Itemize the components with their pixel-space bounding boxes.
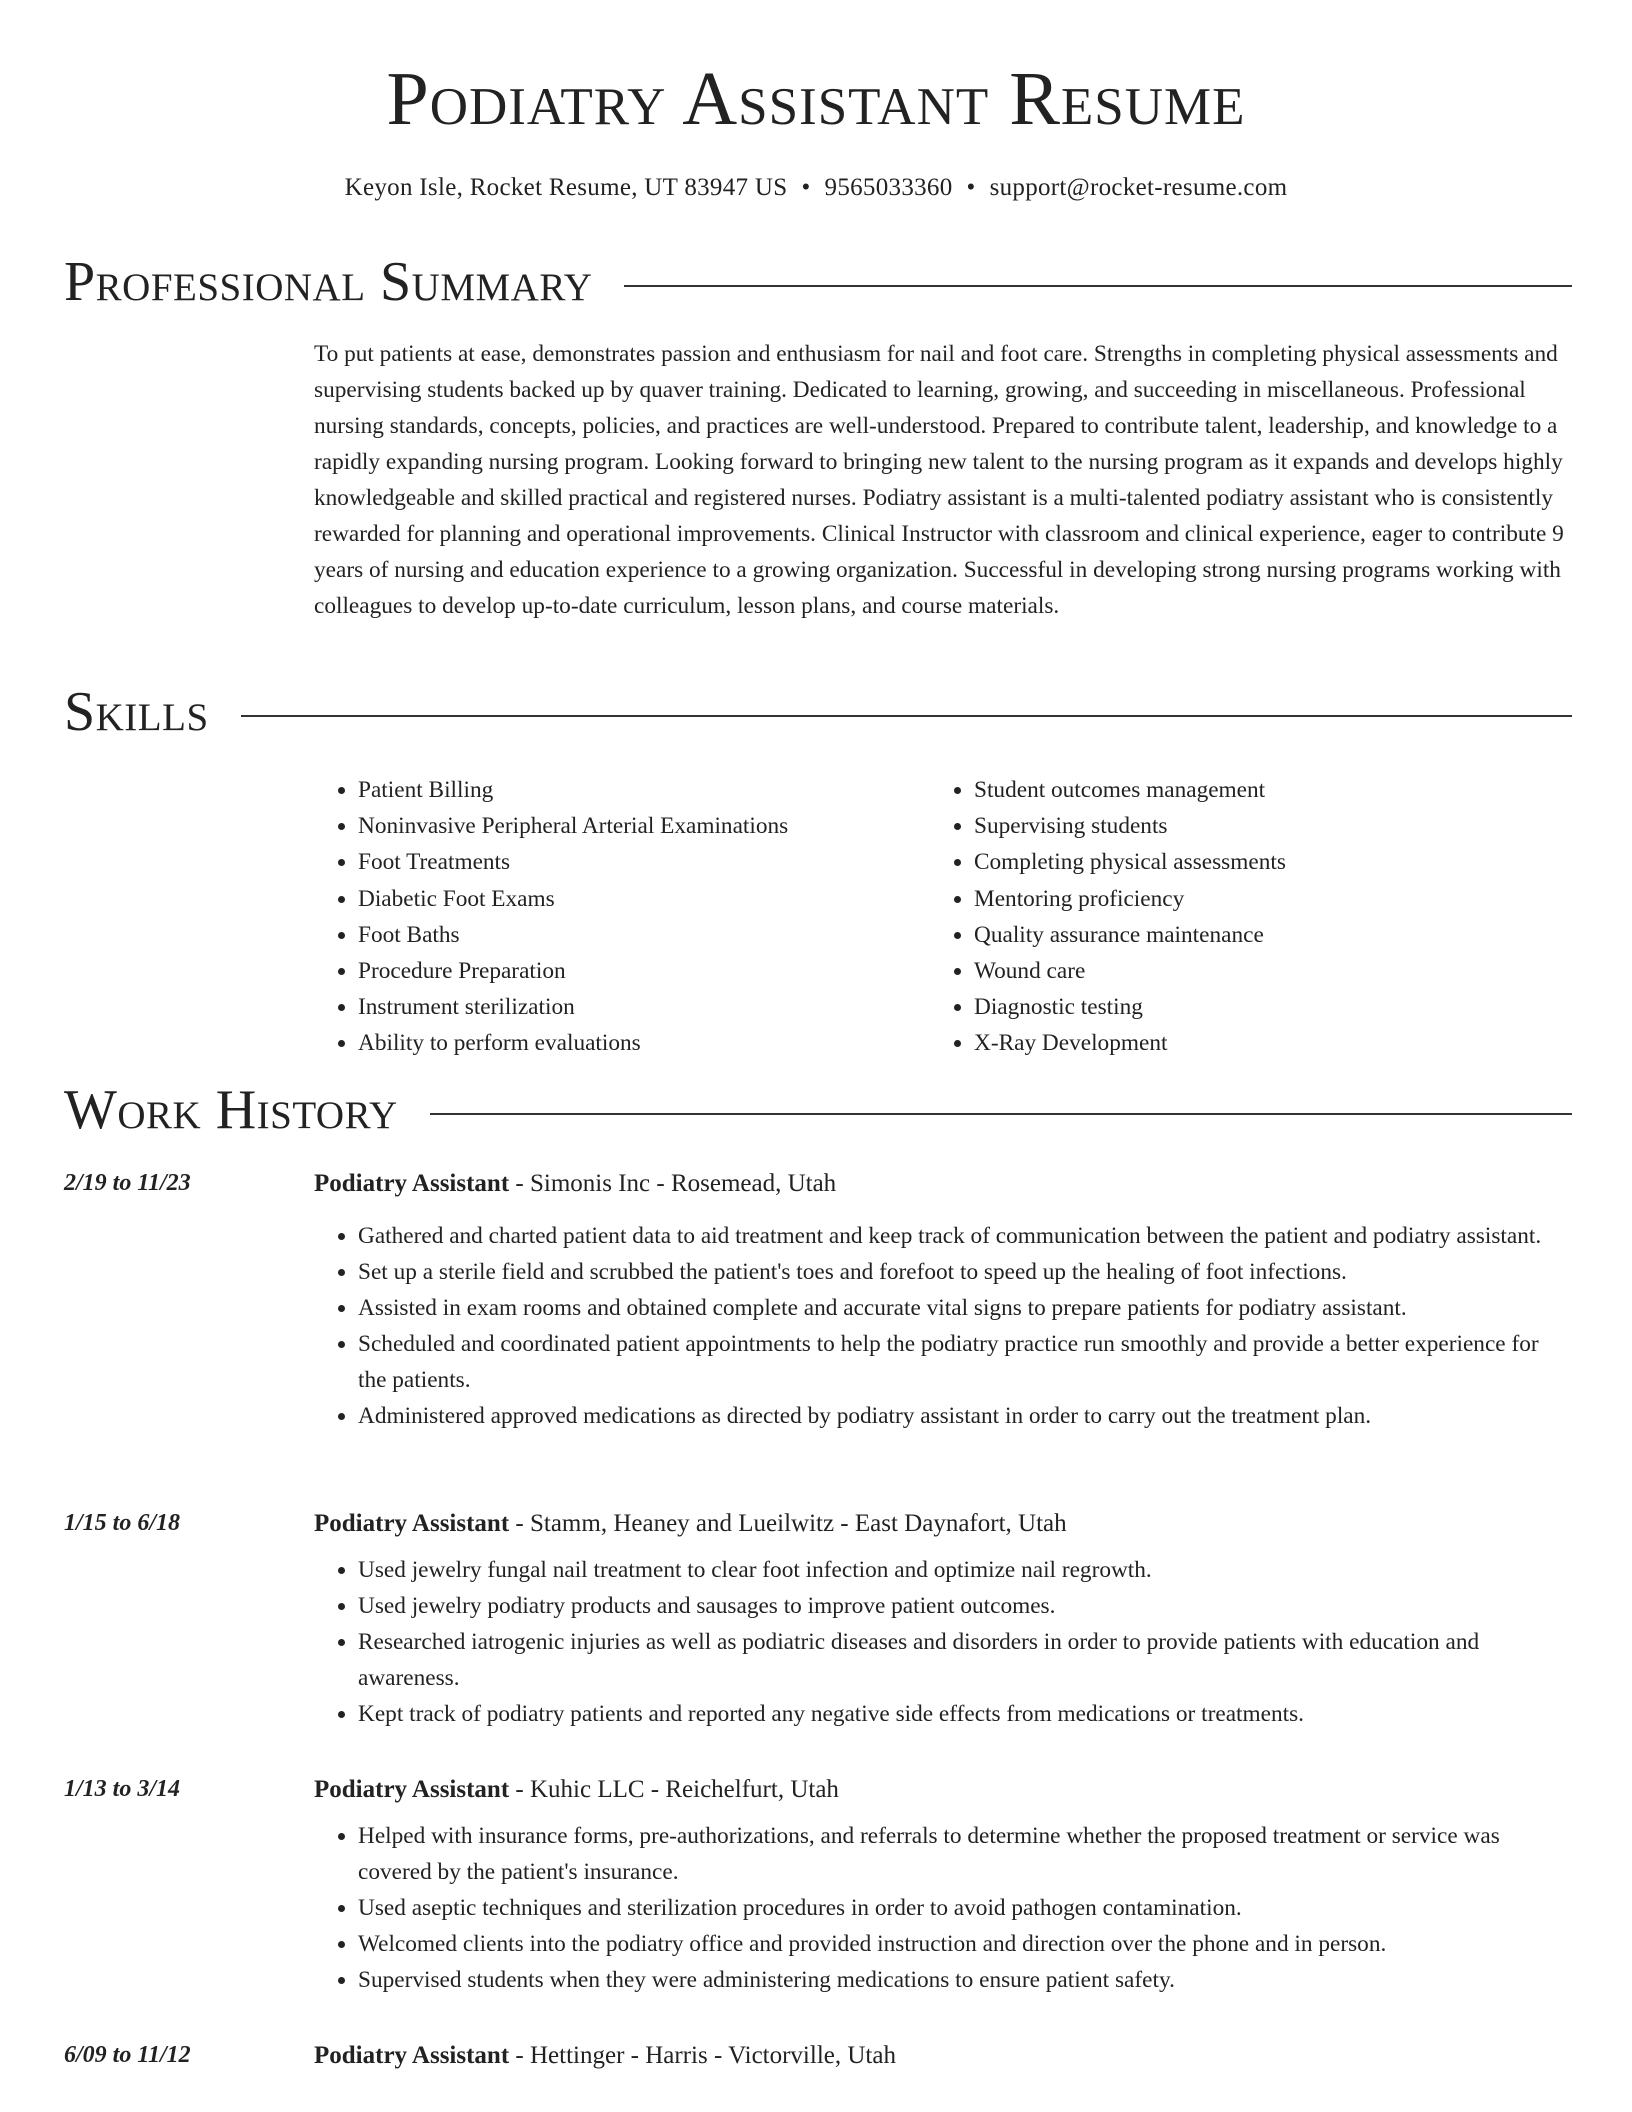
work-heading bbox=[314, 1170, 836, 1198]
work-bullets bbox=[314, 1218, 1572, 1434]
skill-item: • Patient Billing bbox=[358, 772, 930, 808]
work-bullet: • Kept track of podiatry patients and reported any negative side effects from medications or treatments. bbox=[358, 1696, 1572, 1732]
section-title: Work History bbox=[64, 1079, 398, 1141]
work-history-heading bbox=[64, 1080, 1572, 1142]
work-bullet: • Gathered and charted patient data to aid treatment and keep track of communication between the patient and podiatry assistant. bbox=[358, 1218, 1572, 1254]
skill-item: • Student outcomes management bbox=[974, 772, 1546, 808]
section-title: Professional Summary bbox=[64, 251, 593, 313]
skill-item: • Foot Treatments bbox=[358, 844, 930, 880]
skill-item: • Supervising students bbox=[974, 808, 1546, 844]
work-bullet: • Supervised students when they were administering medications to ensure patient safety. bbox=[358, 1962, 1572, 1998]
contact-phone: 9565033360 bbox=[824, 174, 953, 201]
job-title: Podiatry Assistant bbox=[314, 1776, 510, 1803]
skill-item: • Mentoring proficiency bbox=[974, 881, 1546, 917]
job-title: Podiatry Assistant bbox=[314, 2042, 510, 2069]
skill-item: • Completing physical assessments bbox=[974, 844, 1546, 880]
skills-column-right bbox=[930, 772, 1546, 1062]
work-dates: 1/15 to 6/18 bbox=[64, 1510, 181, 1536]
skill-item: • X-Ray Development bbox=[974, 1025, 1546, 1061]
work-bullet: • Helped with insurance forms, pre-authorizations, and referrals to determine whether the proposed treatment or service was covered by the patient's insurance. bbox=[358, 1818, 1572, 1890]
contact-separator: • bbox=[966, 174, 976, 201]
work-dates: 6/09 to 11/12 bbox=[64, 2042, 191, 2068]
section-divider bbox=[430, 1113, 1572, 1115]
work-bullet: • Welcomed clients into the podiatry office and provided instruction and direction over the phone and in person. bbox=[358, 1926, 1572, 1962]
skills-heading bbox=[64, 682, 1572, 744]
contact-email: support@rocket-resume.com bbox=[989, 174, 1288, 201]
work-bullets bbox=[314, 1818, 1572, 1998]
work-bullets bbox=[314, 1552, 1572, 1732]
summary-paragraph: To put patients at ease, demonstrates passion and enthusiasm for nail and foot care. Strengths in completing physical assessments and supervising students backed up by quaver training. Dedicated to learning, growing, and succeeding in miscellaneous. Professional nursing standards, concepts, policies, and practices are well-understood. Prepared to contribute talent, leadership, and knowledge to a rapidly expanding nursing program. Looking forward to bringing new talent to the nursing program as it expands and develops highly knowledgeable and skilled practical and registered nurses. Podiatry assistant is a multi-talented podiatry assistant who is consistently rewarded for planning and operational improvements. Clinical Instructor with classroom and clinical experience, eager to contribute 9 years of nursing and education experience to a growing organization. Successful in developing strong nursing programs working with colleagues to develop up-to-date curriculum, lesson plans, and course materials. bbox=[314, 341, 1564, 619]
contact-address: Keyon Isle, Rocket Resume, UT 83947 US bbox=[344, 174, 788, 201]
job-employer: - Hettinger - Harris - Victorville, Utah bbox=[509, 2042, 896, 2069]
skill-item: • Ability to perform evaluations bbox=[358, 1025, 930, 1061]
skill-item: • Diagnostic testing bbox=[974, 989, 1546, 1025]
section-title: Skills bbox=[64, 681, 209, 743]
work-bullet: • Scheduled and coordinated patient appointments to help the podiatry practice run smoothly and provide a better experience for the patients. bbox=[358, 1326, 1572, 1398]
work-bullet: • Used jewelry fungal nail treatment to clear foot infection and optimize nail regrowth. bbox=[358, 1552, 1572, 1588]
work-dates: 2/19 to 11/23 bbox=[64, 1170, 191, 1196]
job-title: Podiatry Assistant bbox=[314, 1170, 510, 1197]
work-heading bbox=[314, 2042, 896, 2070]
work-dates: 1/13 to 3/14 bbox=[64, 1776, 181, 1802]
work-heading bbox=[314, 1776, 839, 1804]
skill-item: • Diabetic Foot Exams bbox=[358, 881, 930, 917]
section-divider bbox=[241, 715, 1572, 717]
work-bullet: • Administered approved medications as directed by podiatry assistant in order to carry out the treatment plan. bbox=[358, 1398, 1572, 1434]
skill-item: • Wound care bbox=[974, 953, 1546, 989]
job-title: Podiatry Assistant bbox=[314, 1510, 510, 1537]
skill-item: • Noninvasive Peripheral Arterial Examinations bbox=[358, 808, 930, 844]
work-bullet: • Assisted in exam rooms and obtained complete and accurate vital signs to prepare patients for podiatry assistant. bbox=[358, 1290, 1572, 1326]
skills-list bbox=[314, 772, 1572, 1062]
work-bullet: • Set up a sterile field and scrubbed the patient's toes and forefoot to speed up the healing of foot infections. bbox=[358, 1254, 1572, 1290]
section-divider bbox=[624, 285, 1572, 287]
work-bullet: • Used jewelry podiatry products and sausages to improve patient outcomes. bbox=[358, 1588, 1572, 1624]
contact-line bbox=[0, 174, 1632, 202]
job-employer: - Simonis Inc - Rosemead, Utah bbox=[509, 1170, 837, 1197]
resume-title: Podiatry Assistant Resume bbox=[386, 57, 1246, 141]
skill-item: • Procedure Preparation bbox=[358, 953, 930, 989]
job-employer: - Stamm, Heaney and Lueilwitz - East Daynafort, Utah bbox=[509, 1510, 1067, 1537]
professional-summary-heading bbox=[64, 252, 1572, 314]
contact-separator: • bbox=[801, 174, 811, 201]
skills-column-left bbox=[314, 772, 930, 1062]
work-bullet: • Used aseptic techniques and sterilization procedures in order to avoid pathogen contamination. bbox=[358, 1890, 1572, 1926]
work-bullet: • Researched iatrogenic injuries as well as podiatric diseases and disorders in order to provide patients with education and awareness. bbox=[358, 1624, 1572, 1696]
work-heading bbox=[314, 1510, 1067, 1538]
skill-item: • Instrument sterilization bbox=[358, 989, 930, 1025]
job-employer: - Kuhic LLC - Reichelfurt, Utah bbox=[509, 1776, 839, 1803]
skill-item: • Quality assurance maintenance bbox=[974, 917, 1546, 953]
skill-item: • Foot Baths bbox=[358, 917, 930, 953]
